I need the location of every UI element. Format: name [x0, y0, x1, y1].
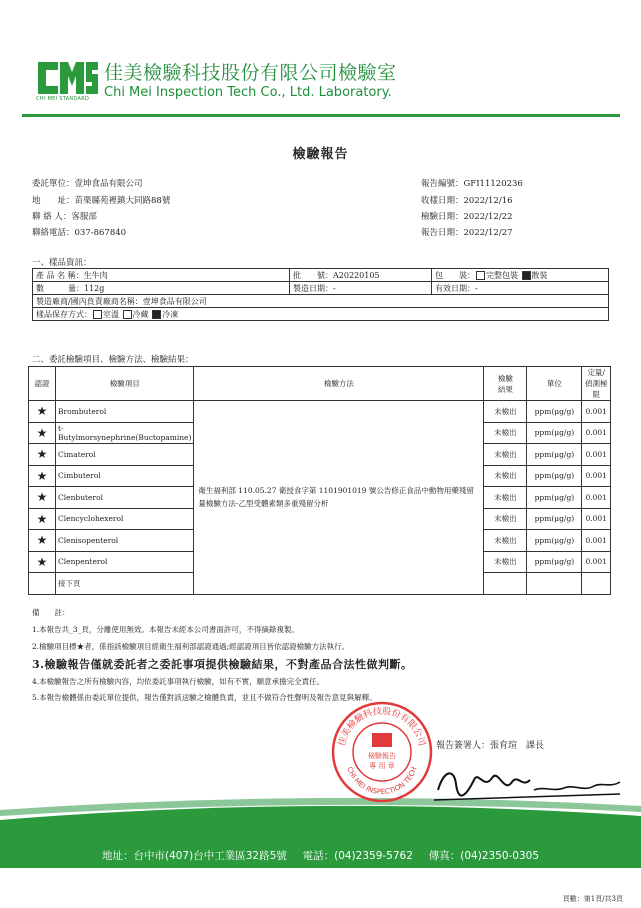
- note-4: 4.本檢驗報告之所有檢驗內容，均依委託事項執行檢驗，如有不實，願意承擔完全責任。: [32, 677, 325, 686]
- test-item-cell: Clencyclohexerol: [56, 508, 194, 530]
- empty-cell: [527, 573, 582, 595]
- checkbox-frozen: [152, 310, 161, 319]
- client-phone: 聯絡電話：037-867840: [32, 228, 127, 238]
- report-signer: 報告簽署人：張育瑄 課長: [436, 741, 545, 751]
- client-address: 地 址：苗栗縣苑裡鎮大同路88號: [32, 196, 171, 206]
- cert-star-cell: ★: [29, 465, 56, 487]
- note-2: 2.檢驗項目標★者，係指該檢驗項目經衛生福利部認證通過;經認證項目皆依認證檢驗方法執行。: [32, 642, 350, 651]
- company-name-en: Chi Mei Inspection Tech Co., Ltd. Laboratory.: [104, 85, 392, 100]
- footer-phone: 電話：(04)2359-5762: [302, 850, 413, 862]
- empty-cell: [484, 573, 527, 595]
- test-item-cell: Brombuterol: [56, 401, 194, 423]
- header-result: 檢驗 結果: [484, 367, 527, 401]
- result-cell: 未檢出: [484, 401, 527, 423]
- unit-cell: ppm(μg/g): [527, 444, 582, 466]
- footer-fax: 傳真：(04)2350-0305: [428, 850, 540, 862]
- limit-cell: 0.001: [582, 551, 611, 573]
- test-item-cell: Cimaterol: [56, 444, 194, 466]
- header-unit: 單位: [527, 367, 582, 401]
- note-3: 3.檢驗報告僅就委託者之委託事項提供檢驗結果，不對產品合法性做判斷。: [32, 658, 413, 671]
- checkbox-bulk-pack: [522, 271, 531, 280]
- note-1: 1.本報告共_3_頁，分離使用無效。本報告未經本公司書面許可，不得摘錄複製。: [32, 625, 299, 634]
- sample-manufacturer: 製造廠商/國內負責廠商名稱：壹坤食品有限公司: [33, 295, 609, 308]
- test-item-cell: Clenisopenterol: [56, 530, 194, 552]
- cert-star-cell: ★: [29, 444, 56, 466]
- sample-storage: 樣品保存方式： 室溫 冷藏 冷凍: [33, 308, 609, 321]
- test-method-cell: 衛生福利部 110.05.27 衛授食字第 1101901019 號公告修正食品中動物用藥殘留量檢驗方法-乙型受體素類多重殘留分析: [194, 401, 484, 595]
- table-row: [29, 401, 611, 423]
- test-item-cell: Clenbuterol: [56, 487, 194, 509]
- limit-cell: 0.001: [582, 444, 611, 466]
- section-sample-info: 一、樣品資訊：: [32, 258, 92, 268]
- report-number: 報告編號：GFI11120236: [421, 179, 523, 189]
- cert-star-cell: ★: [29, 508, 56, 530]
- unit-cell: ppm(μg/g): [527, 551, 582, 573]
- sample-name: 產 品 名 稱：生牛肉: [33, 269, 290, 282]
- sample-quantity: 數 量：112g: [33, 282, 290, 295]
- stamp-ring-text: 佳美檢驗科技股份有限公司: [337, 706, 427, 748]
- results-table: [28, 366, 611, 595]
- document-title: 檢驗報告: [292, 147, 349, 162]
- unit-cell: ppm(μg/g): [527, 530, 582, 552]
- stamp-center-text: 檢驗報告: [368, 752, 396, 760]
- footer-address: 地址：台中市(407)台中工業區32路5號: [101, 850, 287, 862]
- sample-batch: 批 號：A20220105: [290, 269, 432, 282]
- cert-star-cell: ★: [29, 401, 56, 423]
- test-item-cell: t-Butylmorsynephrine(Buctopamine): [56, 422, 194, 444]
- empty-cell: [29, 573, 56, 595]
- test-item-cell: Cimbuterol: [56, 465, 194, 487]
- receive-date: 收樣日期：2022/12/16: [421, 196, 513, 206]
- header-limit: 定量/ 偵測極限: [582, 367, 611, 401]
- cert-star-cell: ★: [29, 530, 56, 552]
- sample-packaging: 包 裝： 完整包裝 散裝: [432, 269, 609, 282]
- result-cell: 未檢出: [484, 465, 527, 487]
- company-logo: [36, 56, 100, 100]
- stamp-ring-en: CHI MEI INSPECTION TECH: [345, 765, 419, 797]
- test-date: 檢驗日期：2022/12/22: [421, 212, 513, 222]
- section-test-results: 二、委託檢驗項目、檢驗方法、檢驗結果：: [32, 355, 194, 365]
- result-cell: 未檢出: [484, 508, 527, 530]
- unit-cell: ppm(μg/g): [527, 508, 582, 530]
- unit-cell: ppm(μg/g): [527, 422, 582, 444]
- client-contact: 聯 絡 人：客服部: [32, 212, 97, 222]
- header-method: 檢驗方法: [194, 367, 484, 401]
- header-cert: 認證: [29, 367, 56, 401]
- cert-star-cell: ★: [29, 487, 56, 509]
- cert-star-cell: ★: [29, 422, 56, 444]
- unit-cell: ppm(μg/g): [527, 487, 582, 509]
- limit-cell: 0.001: [582, 401, 611, 423]
- cert-star-cell: ★: [29, 551, 56, 573]
- unit-cell: ppm(μg/g): [527, 465, 582, 487]
- note-5: 5.本報告檢體係由委託單位提供，報告僅對該送驗之檢體負責，並且不做符合性聲明及報告意見與解釋。: [32, 693, 377, 702]
- test-item-cell: Clenpenterol: [56, 551, 194, 573]
- empty-cell: [582, 573, 611, 595]
- next-page-cell: 接下頁: [56, 573, 194, 595]
- checkbox-complete-pack: [476, 271, 485, 280]
- result-cell: 未檢出: [484, 422, 527, 444]
- result-cell: 未檢出: [484, 444, 527, 466]
- checkbox-refrigerated: [123, 310, 132, 319]
- limit-cell: 0.001: [582, 465, 611, 487]
- notes-label: 備 註：: [32, 608, 70, 617]
- limit-cell: 0.001: [582, 530, 611, 552]
- limit-cell: 0.001: [582, 422, 611, 444]
- result-cell: 未檢出: [484, 551, 527, 573]
- result-cell: 未檢出: [484, 530, 527, 552]
- report-date: 報告日期：2022/12/27: [421, 228, 513, 238]
- client-unit: 委託單位：壹坤食品有限公司: [32, 179, 143, 189]
- header-item: 檢驗項目: [56, 367, 194, 401]
- handwritten-signature: [434, 760, 624, 804]
- logo-subtitle: CHI MEI STANDARD: [36, 96, 90, 102]
- sample-mfg-date: 製造日期：-: [290, 282, 432, 295]
- limit-cell: 0.001: [582, 487, 611, 509]
- checkbox-room-temp: [93, 310, 102, 319]
- footer-contact: [0, 848, 641, 863]
- unit-cell: ppm(μg/g): [527, 401, 582, 423]
- limit-cell: 0.001: [582, 508, 611, 530]
- header-divider: [22, 114, 620, 117]
- stamp-center-text-2: 專 用 章: [369, 762, 395, 770]
- page-number: 頁數：第1頁/共3頁: [562, 895, 623, 903]
- result-cell: 未檢出: [484, 487, 527, 509]
- sample-exp-date: 有效日期：-: [432, 282, 609, 295]
- sample-info-table: [32, 268, 609, 321]
- official-stamp: [330, 700, 434, 804]
- company-name-zh: 佳美檢驗科技股份有限公司檢驗室: [104, 62, 397, 84]
